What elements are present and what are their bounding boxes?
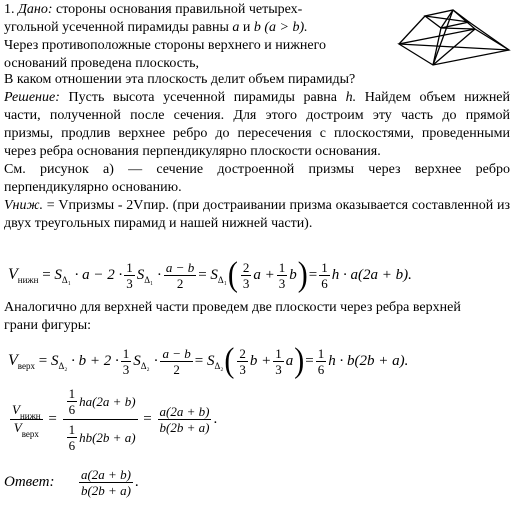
problem-line-3: Через противоположные стороны верхнего и нижнего xyxy=(4,38,327,53)
solution-line-7: Vниж. = Vпризмы - 2Vпир. (при достраивании призма оказывается составленной из xyxy=(4,198,510,213)
solution-line-3: призмы, продлив верхнее ребро до пересечения с плоскостями, проведенными xyxy=(4,126,510,141)
formula-v-upper: V верх = S Δ₂ · b + 2 · $\frac{1}{3}$ S Δ₂ · $\frac{a - b}{2}$ = S Δ₂ ( $\frac{2}{3}$ b + $\frac{1}{3}$ a ) = $\frac{1}{6}$ h · b(2b + a). xyxy=(8,341,409,380)
formula-ratio: $\frac{V_{нижн}}{V_{верх}}$ = $\frac{1}{6}$ ha(2a + b) $\frac{1}{6}$ hb(2b + a) = $\frac{a(2a + b)}{b(2b + a)}$ . xyxy=(12,385,218,453)
problem-line-5: В каком отношении эта плоскость делит объем пирамиды? xyxy=(4,72,356,87)
answer: Ответ: $\frac{a(2a + b)}{b(2b + a)}$ . xyxy=(4,466,139,498)
solution-line-6: перпендикулярно основанию. xyxy=(4,180,182,195)
analog-line-1: Аналогично для верхней части проведем две плоскости через ребра верхней xyxy=(4,300,461,315)
solution-line-4: через ребра основания перпендикулярно плоскости основания. xyxy=(4,144,381,159)
solution-line-2: части, полученной после сечения. Для этого достроим эту часть до прямой xyxy=(4,108,510,123)
solution-line-5: См. рисунок а) — сечение достроенной призмы через верхнее ребро xyxy=(4,162,510,177)
solution-line-8: двух треугольных пирамид и нашей нижней части). xyxy=(4,216,313,231)
frustum-figure xyxy=(395,2,511,70)
solution-line-1: Решение: Пусть высота усеченной пирамиды равна h. Найдем объем нижней xyxy=(4,90,511,105)
problem-line-4: оснований проведена плоскость, xyxy=(4,56,199,71)
problem-line-2: угольной усеченной пирамиды равны a и b (a > b). xyxy=(4,20,308,35)
analog-line-2: грани фигуры: xyxy=(4,318,92,333)
formula-v-lower: V нижн = S Δ₁ · a − 2 · $\frac{1}{3}$ S Δ₁ · $\frac{a - b}{2}$ = S Δ₁ ( $\frac{2}{3}$ a + $\frac{1}{3}$ b ) = $\frac{1}{6}$ h · a(2a + b). xyxy=(8,255,412,294)
problem-line-1: 1. Дано: стороны основания правильной четырех- xyxy=(4,2,303,17)
